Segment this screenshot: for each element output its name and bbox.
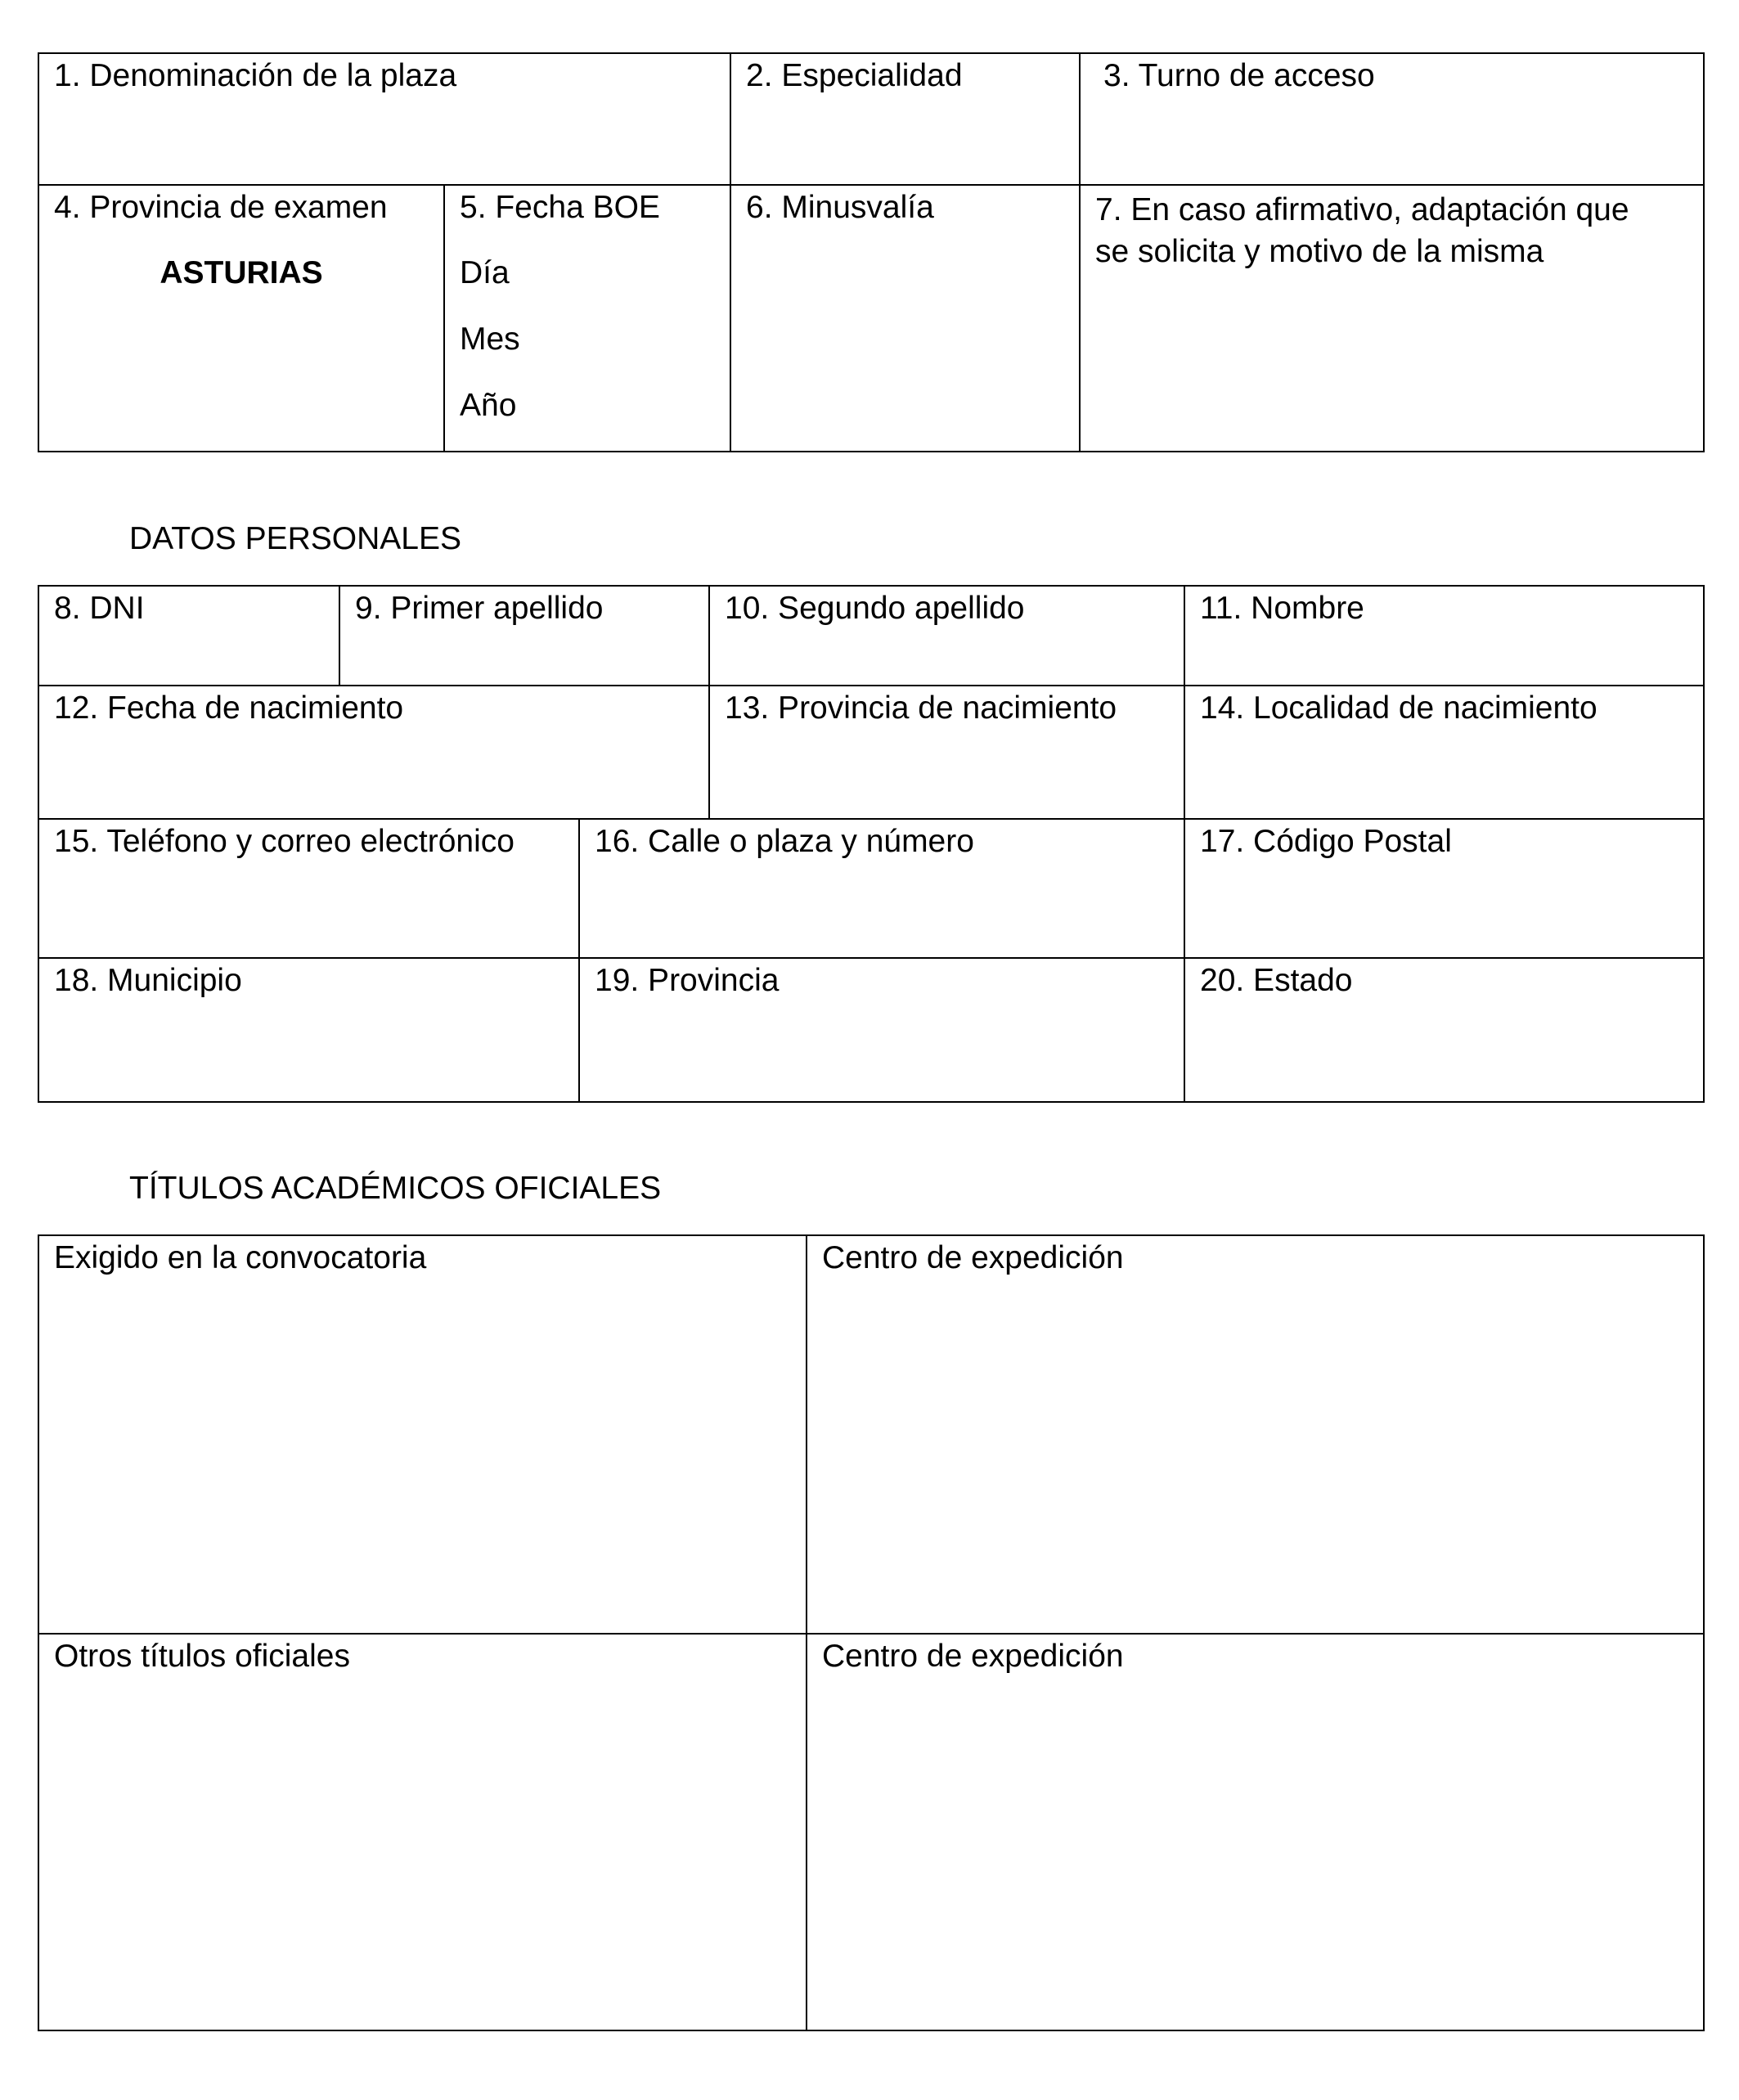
- section-heading-datos-personales: DATOS PERSONALES: [129, 521, 462, 556]
- field-label: 5. Fecha BOE: [460, 190, 660, 225]
- field-label: 18. Municipio: [54, 963, 242, 998]
- fecha-dia-label: Día: [460, 255, 510, 290]
- field-nombre[interactable]: [1184, 585, 1705, 686]
- field-label: 19. Provincia: [595, 963, 780, 998]
- field-centro-expedicion-1[interactable]: [806, 1234, 1705, 1635]
- field-label: 14. Localidad de nacimiento: [1200, 690, 1597, 726]
- field-label: 6. Minusvalía: [746, 190, 934, 225]
- field-fecha-nacimiento[interactable]: [38, 685, 710, 820]
- field-label: 3. Turno de acceso: [1103, 58, 1375, 93]
- field-label: 16. Calle o plaza y número: [595, 824, 974, 859]
- field-label: Centro de expedición: [822, 1639, 1124, 1674]
- field-turno-acceso[interactable]: [1079, 52, 1705, 186]
- field-segundo-apellido[interactable]: [708, 585, 1185, 686]
- field-label: 11. Nombre: [1200, 591, 1364, 626]
- field-localidad-nacimiento[interactable]: [1184, 685, 1705, 820]
- field-label: 10. Segundo apellido: [725, 591, 1025, 626]
- field-provincia-nacimiento[interactable]: [708, 685, 1185, 820]
- field-label: 7. En caso afirmativo, adaptación que se solicita y motivo de la misma: [1095, 192, 1629, 269]
- field-municipio[interactable]: [38, 957, 580, 1103]
- field-label: 20. Estado: [1200, 963, 1353, 998]
- field-estado[interactable]: [1184, 957, 1705, 1103]
- field-fecha-boe[interactable]: [443, 184, 731, 452]
- field-label: Otros títulos oficiales: [54, 1639, 350, 1674]
- field-label: 9. Primer apellido: [355, 591, 604, 626]
- provincia-examen-value: ASTURIAS: [160, 255, 323, 290]
- field-titulo-exigido[interactable]: [38, 1234, 807, 1635]
- fecha-anio-label: Año: [460, 388, 517, 423]
- field-label: 1. Denominación de la plaza: [54, 58, 457, 93]
- field-label: 13. Provincia de nacimiento: [725, 690, 1117, 726]
- field-primer-apellido[interactable]: [339, 585, 710, 686]
- field-denominacion-plaza[interactable]: [38, 52, 731, 186]
- field-adaptacion[interactable]: [1079, 184, 1705, 452]
- field-label: 2. Especialidad: [746, 58, 963, 93]
- field-provincia[interactable]: [578, 957, 1185, 1103]
- field-label: 17. Código Postal: [1200, 824, 1452, 859]
- field-dni[interactable]: [38, 585, 340, 686]
- field-label: 4. Provincia de examen: [54, 190, 388, 225]
- field-codigo-postal[interactable]: [1184, 818, 1705, 959]
- field-calle-numero[interactable]: [578, 818, 1185, 959]
- field-label: 15. Teléfono y correo electrónico: [54, 824, 515, 859]
- field-label: 8. DNI: [54, 591, 145, 626]
- field-telefono-correo[interactable]: [38, 818, 580, 959]
- field-label: 12. Fecha de nacimiento: [54, 690, 404, 726]
- field-provincia-examen[interactable]: [38, 184, 445, 452]
- field-otros-titulos[interactable]: [38, 1633, 807, 2031]
- section-heading-titulos: TÍTULOS ACADÉMICOS OFICIALES: [129, 1171, 662, 1206]
- field-minusvalia[interactable]: [730, 184, 1081, 452]
- fecha-mes-label: Mes: [460, 322, 520, 357]
- field-especialidad[interactable]: [730, 52, 1081, 186]
- field-centro-expedicion-2[interactable]: [806, 1633, 1705, 2031]
- field-label: Exigido en la convocatoria: [54, 1240, 427, 1275]
- field-label: Centro de expedición: [822, 1240, 1124, 1275]
